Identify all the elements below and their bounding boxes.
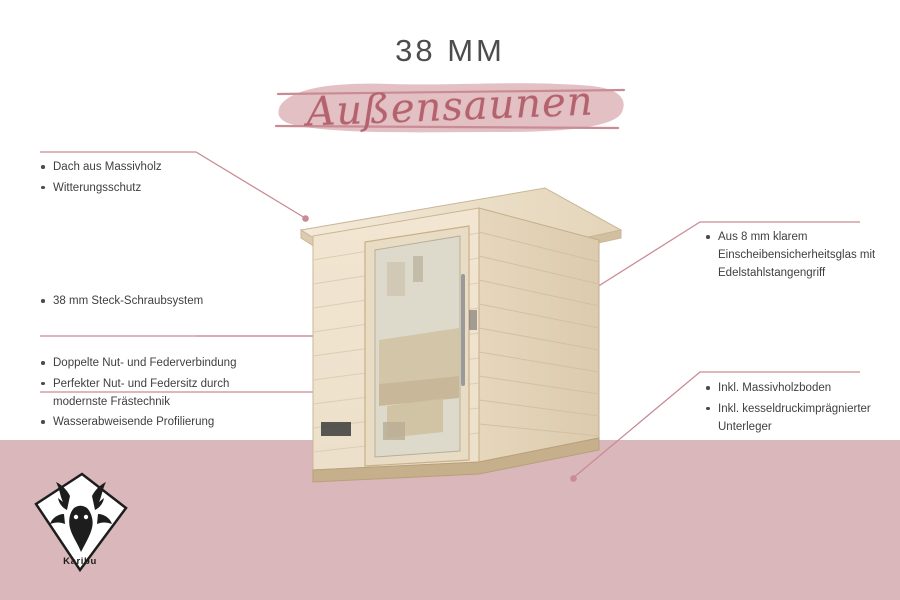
callout-profile-item-0: Doppelte Nut- und Federverbindung [40,355,255,373]
page-title-size: 38 MM [395,33,505,68]
callout-floor-item-0: Inkl. Massivholzboden [705,380,880,398]
callout-profile-item-1: Perfekter Nut- und Federsitz durch modernste Frästechnik [40,376,255,412]
page-title-script: Außensaunen [305,78,595,136]
brand-name: Karibu [63,556,97,567]
callout-system-item-0: 38 mm Steck-Schraubsystem [40,293,250,311]
callout-roof [40,159,240,201]
callout-roof-item-1: Witterungsschutz [40,180,240,198]
callout-profile-item-2: Wasserabweisende Profilierung [40,414,255,432]
callout-floor-item-1: Inkl. kesseldruckimprägnierter Unterleger [705,401,880,437]
callout-glass [705,229,880,285]
callout-glass-item-0: Aus 8 mm klarem Einscheibensicherheitsglas mit Edelstahlstangengriff [705,229,880,282]
callout-floor [705,380,880,439]
callout-profile [40,355,255,435]
callout-system [40,293,250,314]
callout-roof-item-0: Dach aus Massivholz [40,159,240,177]
outdoor-sauna-illustration [283,170,623,490]
